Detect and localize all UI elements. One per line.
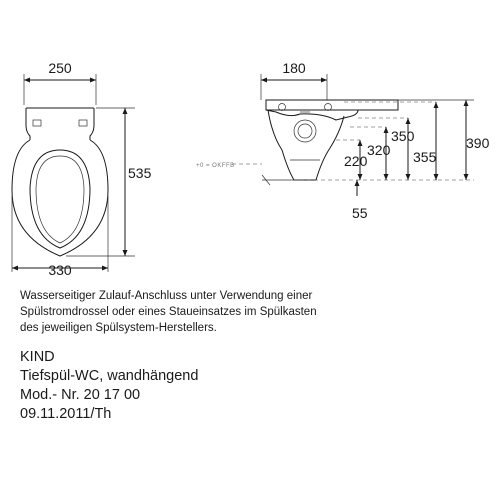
front-view (12, 60, 152, 278)
side-dim-355 (413, 102, 439, 180)
dim-side-390: 390 (466, 135, 490, 151)
side-dim-55 (352, 180, 368, 221)
front-width-bottom-dimension (12, 196, 108, 278)
dim-front-width-top: 250 (48, 60, 72, 76)
dim-front-width-bottom: 330 (48, 262, 72, 278)
note-line-3: des jeweiligen Spülsystem-Herstellers. (20, 322, 217, 334)
dim-side-220: 220 (344, 153, 368, 169)
product-info (20, 348, 490, 424)
side-view (196, 60, 490, 221)
note-line-1: Wasserseitiger Zulauf-Anschluss unter Verwendung einer (20, 290, 313, 302)
side-dim-220 (344, 140, 368, 180)
dim-side-width: 180 (282, 60, 306, 76)
side-width-dimension (261, 60, 327, 100)
product-model-number: Mod.- Nr. 20 17 00 (20, 387, 141, 403)
note-line-2: Spülstromdrossel oder eines Staueinsatzes im Spülkasten (20, 306, 317, 318)
dim-side-320: 320 (367, 142, 391, 158)
installation-note (20, 288, 490, 336)
floor-reference (196, 163, 300, 185)
product-brand: KIND (20, 349, 55, 365)
dim-side-355: 355 (413, 149, 437, 165)
front-width-top-dimension (24, 60, 96, 105)
product-description: Tiefspül-WC, wandhängend (20, 368, 199, 384)
side-dim-320 (367, 127, 391, 180)
dim-front-height: 535 (128, 165, 152, 181)
floor-label: +0 = OKFFB (196, 163, 235, 169)
dim-side-55: 55 (352, 205, 368, 221)
front-bowl-outline (12, 108, 108, 256)
product-date: 09.11.2011/Th (20, 406, 112, 422)
side-bowl-outline (266, 100, 398, 180)
side-dim-350 (391, 118, 415, 180)
dim-side-350: 350 (391, 128, 415, 144)
